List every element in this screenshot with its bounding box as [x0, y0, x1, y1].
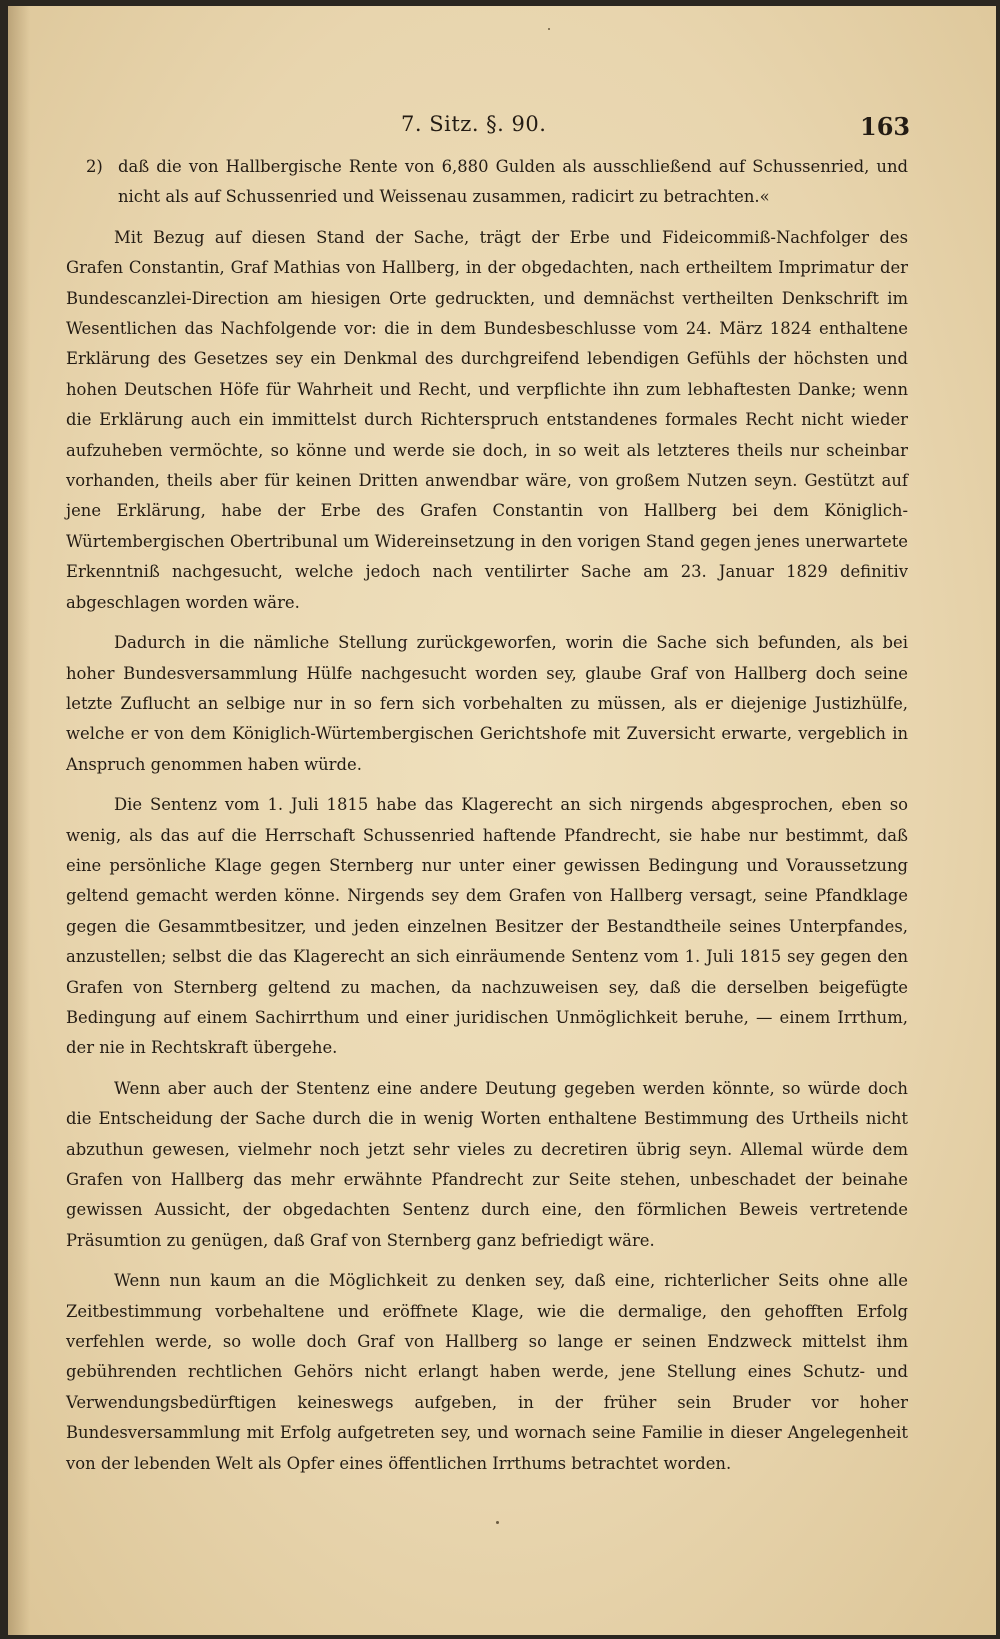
body-text	[66, 152, 908, 1489]
item-text: daß die von Hallbergische Rente von 6,880 Gulden als ausschließend auf Schussenried, und nicht als auf Schussenried und Weissenau zusammen, radicirt zu betrachten.«	[118, 157, 908, 207]
paragraph-3: Die Sentenz vom 1. Juli 1815 habe das Klagerecht an sich nirgends abgesprochen, eben so wenig, als das auf die Herrschaft Schussenried haftende Pfandrecht, sie habe nur bestimmt, daß eine persönliche Klage gegen Sternberg nur unter einer gewissen Bedingung und Voraussetzung geltend gemacht werden könne. Nirgends sey dem Grafen von Hallberg versagt, seine Pfandklage gegen die Gesammtbesitzer, und jeden einzelnen Besitzer der Bestandtheile seines Unterpfandes, anzustellen; selbst die das Klagerecht an sich einräumende Sentenz vom 1. Juli 1815 sey gegen den Grafen von Sternberg geltend zu machen, da nachzuweisen sey, daß die derselben beigefügte Bedingung auf einem Sachirrthum und einer juridischen Unmöglichkeit beruhe, — einem Irrthum, der nie in Rechtskraft übergehe.	[66, 795, 908, 1058]
page-header	[8, 102, 996, 142]
paper-speck	[548, 28, 550, 30]
paragraph-5: Wenn nun kaum an die Möglichkeit zu denken sey, daß eine, richterlicher Seits ohne alle Zeitbestimmung vorbehaltene und eröffnete Klage, wie die dermalige, den gehofften Erfolg verfehlen werde, so wolle doch Graf von Hallberg so lange er seinen Endzweck mittelst ihm gebührenden rechtlichen Gehörs nicht erlangt haben werde, jene Stellung eines Schutz- und Verwendungsbedürftigen keineswegs aufgeben, in der früher sein Bruder vor hoher Bundesversammlung mit Erfolg aufgetreten sey, und wornach seine Familie in dieser Angelegenheit von der lebenden Welt als Opfer eines öffentlichen Irrthums betrachtet worden.	[66, 1271, 908, 1473]
page-edge-shadow	[8, 6, 30, 1635]
paper-speck	[496, 1521, 499, 1524]
running-head: 7. Sitz. §. 90.	[401, 112, 547, 136]
page-number: 163	[860, 112, 911, 141]
paragraph-2: Dadurch in die nämliche Stellung zurückgeworfen, worin die Sache sich befunden, als bei hoher Bundesversammlung Hülfe nachgesucht worden sey, glaube Graf von Hallberg doch seine letzte Zuflucht an selbige nur in so fern sich vorbehalten zu müssen, als er diejenige Justizhülfe, welche er von dem Königlich-Würtembergischen Gerichtshofe mit Zuversicht erwarte, vergeblich in Anspruch genommen haben würde.	[66, 633, 908, 774]
paragraph-4: Wenn aber auch der Stentenz eine andere Deutung gegeben werden könnte, so würde doch die Entscheidung der Sache durch die in wenig Worten enthaltene Bestimmung des Urtheils nicht abzuthun gewesen, vielmehr noch jetzt sehr vieles zu decretiren übrig seyn. Allemal würde dem Grafen von Hallberg das mehr erwähnte Pfandrecht zur Seite stehen, unbeschadet der beinahe gewissen Aussicht, der obgedachten Sentenz durch eine, den förmlichen Beweis vertretende Präsumtion zu genügen, daß Graf von Sternberg ganz befriedigt wäre.	[66, 1078, 908, 1250]
paragraph-1: Mit Bezug auf diesen Stand der Sache, trägt der Erbe und Fideicommiß-Nachfolger des Grafen Constantin, Graf Mathias von Hallberg, in der obgedachten, nach ertheiltem Imprimatur der Bundescanzlei-Direction am hiesigen Orte gedruckten, und demnächst vertheilten Denkschrift im Wesentlichen das Nachfolgende vor: die in dem Bundesbeschlusse vom 24. März 1824 enthaltene Erklärung des Gesetzes sey ein Denkmal des durchgreifend lebendigen Gefühls der höchsten und hohen Deutschen Höfe für Wahrheit und Recht, und verpflichte ihn zum lebhaftesten Danke; wenn die Erklärung auch ein immittelst durch Richterspruch entstandenes formales Recht nicht wieder aufzuheben vermöchte, so könne und werde sie doch, in so weit als letzteres theils nur scheinbar vorhanden, theils aber für keinen Dritten anwendbar wäre, von großem Nutzen seyn. Gestützt auf jene Erklärung, habe der Erbe des Grafen Constantin von Hallberg bei dem Königlich-Würtembergischen Obertribunal um Widereinsetzung in den vorigen Stand gegen jenes unerwartete Erkenntniß nachgesucht, welche jedoch nach ventilirter Sache am 23. Januar 1829 definitiv abgeschlagen worden wäre.	[66, 227, 908, 612]
document-page	[8, 6, 996, 1635]
numbered-item	[86, 152, 908, 213]
item-number: 2)	[86, 157, 103, 176]
